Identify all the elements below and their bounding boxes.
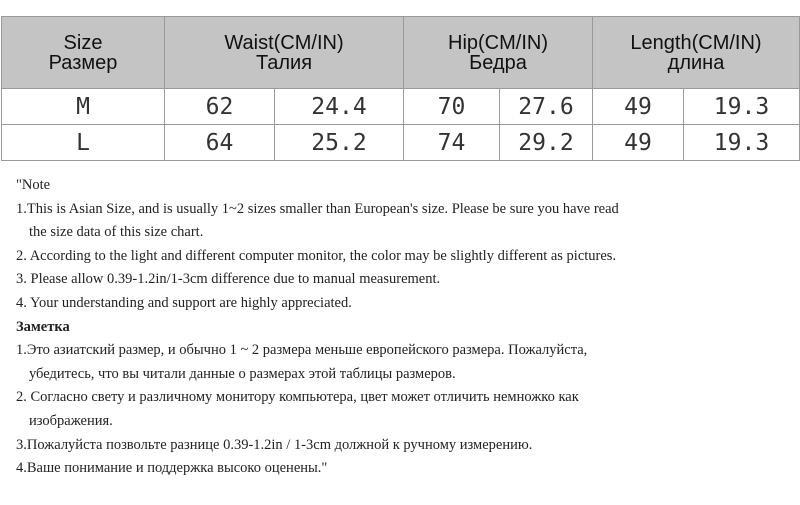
cell-hip-in: 27.6: [500, 89, 593, 125]
cell-waist-cm: 64: [165, 125, 275, 161]
note-line-ru: 2. Согласно свету и различному монитору компьютера, цвет может отличить немножко как: [16, 389, 579, 406]
note-heading-ru: Заметка: [16, 318, 70, 335]
cell-length-cm: 49: [593, 89, 684, 125]
cell-length-in: 19.3: [684, 89, 800, 125]
cell-hip-in: 29.2: [500, 125, 593, 161]
header-size-en: Size: [63, 31, 103, 54]
note-line-ru: убедитесь, что вы читали данные о размерах этой таблицы размеров.: [29, 365, 456, 382]
note-line-ru: 3.Пожалуйста позвольте разнице 0.39-1.2in / 1-3cm должной к ручному измерению.: [16, 436, 533, 453]
size-chart-table: [1, 16, 800, 161]
header-length: [593, 17, 800, 89]
note-line: the size data of this size chart.: [29, 224, 204, 241]
table-header-row: [2, 17, 800, 89]
header-length-en: Length(CM/IN): [630, 31, 762, 54]
table-row: [2, 89, 800, 125]
header-waist: [165, 17, 404, 89]
note-line-ru: изображения.: [29, 412, 113, 429]
cell-waist-cm: 62: [165, 89, 275, 125]
note-line: 4. Your understanding and support are highly appreciated.: [16, 294, 352, 311]
note-line-ru: 1.Это азиатский размер, и обычно 1 ~ 2 размера меньше европейского размера. Пожалуйста,: [16, 342, 588, 359]
cell-size: L: [2, 125, 165, 161]
note-line-ru: 4.Ваше понимание и поддержка высоко оценены.": [16, 460, 328, 477]
note-line: 2. According to the light and different computer monitor, the color may be slightly different as pictures.: [16, 247, 617, 264]
header-length-ru: длина: [667, 51, 725, 74]
header-hip-en: Hip(CM/IN): [448, 31, 548, 54]
header-waist-en: Waist(CM/IN): [224, 31, 344, 54]
cell-size: M: [2, 89, 165, 125]
table-row: [2, 125, 800, 161]
header-waist-ru: Талия: [255, 51, 313, 74]
cell-hip-cm: 70: [404, 89, 500, 125]
notes-section: [16, 174, 796, 481]
note-heading-en: "Note: [16, 177, 51, 193]
cell-waist-in: 24.4: [275, 89, 404, 125]
header-size: [2, 17, 165, 89]
cell-length-cm: 49: [593, 125, 684, 161]
header-hip-ru: Бедра: [469, 51, 527, 74]
cell-waist-in: 25.2: [275, 125, 404, 161]
header-size-ru: Размер: [48, 51, 118, 74]
header-hip: [404, 17, 593, 89]
note-line: 3. Please allow 0.39-1.2in/1-3cm difference due to manual measurement.: [16, 271, 441, 288]
note-line: 1.This is Asian Size, and is usually 1~2 sizes smaller than European's size. Please be sure you have read: [16, 200, 619, 217]
cell-length-in: 19.3: [684, 125, 800, 161]
cell-hip-cm: 74: [404, 125, 500, 161]
